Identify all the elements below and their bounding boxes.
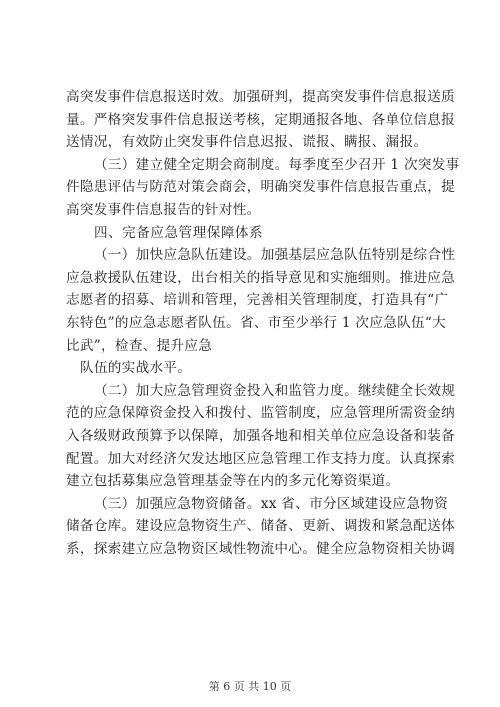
text-line-18: 建立包括募集应急管理基金等在内的多元化筹资渠道。 bbox=[66, 473, 400, 490]
text-line-15: 范的应急保障资金投入和拨付、监管制度，应急管理所需资金纳 bbox=[66, 405, 456, 422]
text-line-21: 系，探索建立应急物资区域性物流中心。健全应急物资相关协调 bbox=[66, 540, 456, 557]
text-line-14: （二）加大应急管理资金投入和监管力度。继续健全长效规 bbox=[94, 382, 456, 399]
section-heading-4: 四、完备应急管理保障体系 bbox=[94, 224, 264, 241]
text-line-2: 量。严格突发事件信息报送考核，定期通报各地、各单位信息报 bbox=[66, 111, 456, 128]
page-number-label: 第 6 页 共 10 页 bbox=[208, 680, 292, 693]
text-line-10: 志愿者的招募、培训和管理，完善相关管理制度，打造具有“广 bbox=[66, 292, 449, 309]
text-line-8: （一）加快应急队伍建设。加强基层应急队伍特别是综合性 bbox=[94, 247, 456, 264]
text-line-3: 送情况，有效防止突发事件信息迟报、谎报、瞒报、漏报。 bbox=[66, 134, 428, 151]
text-line-19: （三）加强应急物资储备。xx 省、市分区域建设应急物资 bbox=[94, 495, 449, 512]
text-line-1: 高突发事件信息报送时效。加强研判，提高突发事件信息报送质 bbox=[66, 89, 456, 105]
text-line-4: （三）建立健全定期会商制度。每季度至少召开 1 次突发事 bbox=[94, 156, 460, 173]
text-line-6: 高突发事件信息报告的针对性。 bbox=[66, 201, 261, 218]
text-line-13: 队伍的实战水平。 bbox=[80, 360, 192, 377]
text-line-20: 储备仓库。建设应急物资生产、储备、更新、调拨和紧急配送体 bbox=[66, 518, 456, 535]
text-line-12: 比武”，检查、提升应急 bbox=[66, 337, 213, 354]
text-line-5: 件隐患评估与防范对策会商会，明确突发事件信息报告重点，提 bbox=[66, 179, 456, 196]
text-line-16: 入各级财政预算予以保障，加强各地和相关单位应急设备和装备 bbox=[66, 427, 456, 444]
text-line-17: 配置。加大对经济欠发达地区应急管理工作支持力度。认真探索 bbox=[66, 450, 456, 467]
page-footer bbox=[0, 678, 500, 694]
text-line-11: 东特色”的应急志愿者队伍。省、市至少举行 1 次应急队伍“大 bbox=[66, 314, 447, 331]
text-line-9: 应急救援队伍建设，出台相关的指导意见和实施细则。推进应急 bbox=[66, 269, 456, 286]
body-text bbox=[66, 86, 460, 560]
